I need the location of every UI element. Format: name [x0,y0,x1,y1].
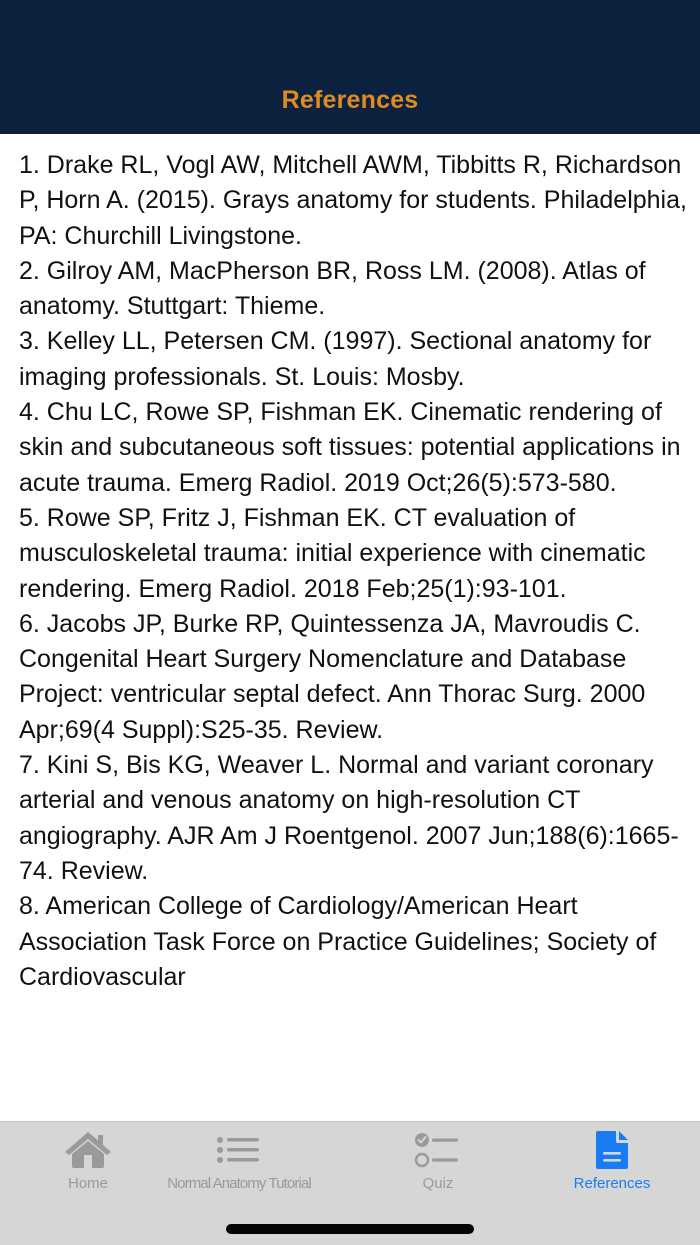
document-icon [592,1130,632,1175]
reference-item: 1. Drake RL, Vogl AW, Mitchell AWM, Tibbitts R, Richardson P, Horn A. (2015). Grays anatomy for students. Philadelphia, PA: Churchill Livingstone. [19,151,687,250]
tab-quiz-label: Quiz [422,1175,454,1192]
page-title: References [281,86,419,114]
reference-item: 6. Jacobs JP, Burke RP, Quintessenza JA, Mavroudis C. Congenital Heart Surgery Nomenclature and Database Project: ventricular septal defect. Ann Thorac Surg. 2000 Apr;69(4 Suppl):S25-35. Review. [19,609,646,744]
tab-references[interactable] [552,1122,672,1202]
reference-item: 8. American College of Cardiology/American Heart Association Task Force on Practice Guidelines; Society of Cardiovascular [19,892,657,991]
reference-item: 2. Gilroy AM, MacPherson BR, Ross LM. (2008). Atlas of anatomy. Stuttgart: Thieme. [19,256,646,321]
home-indicator[interactable] [226,1224,474,1234]
list-icon [216,1130,262,1175]
reference-item: 5. Rowe SP, Fritz J, Fishman EK. CT evaluation of musculoskeletal trauma: initial experience with cinematic rendering. Emerg Radiol. 2018 Feb;25(1):93-101. [19,503,646,603]
tab-references-label: References [573,1175,651,1192]
tab-normal-anatomy-tutorial[interactable] [140,1122,338,1202]
tab-quiz[interactable] [388,1122,488,1202]
house-icon [63,1130,113,1175]
checklist-icon [414,1130,462,1177]
tab-home-label: Home [67,1175,108,1192]
tab-normal-anatomy-tutorial-label: Normal Anatomy Tutorial [167,1175,311,1192]
references-scroll-view[interactable] [0,134,700,1122]
nav-header [0,0,700,134]
reference-item: 3. Kelley LL, Petersen CM. (1997). Sectional anatomy for imaging professionals. St. Louis: Mosby. [19,327,652,391]
reference-item: 4. Chu LC, Rowe SP, Fishman EK. Cinematic rendering of skin and subcutaneous soft tissues: potential applications in acute trauma. Emerg Radiol. 2019 Oct;26(5):573-580. [19,398,681,497]
tab-home[interactable] [38,1122,138,1202]
reference-item: 7. Kini S, Bis KG, Weaver L. Normal and variant coronary arterial and venous anatomy on high-resolution CT angiography. AJR Am J Roentgenol. 2007 Jun;188(6):1665-74. Review. [19,751,679,885]
references-list [19,148,691,995]
